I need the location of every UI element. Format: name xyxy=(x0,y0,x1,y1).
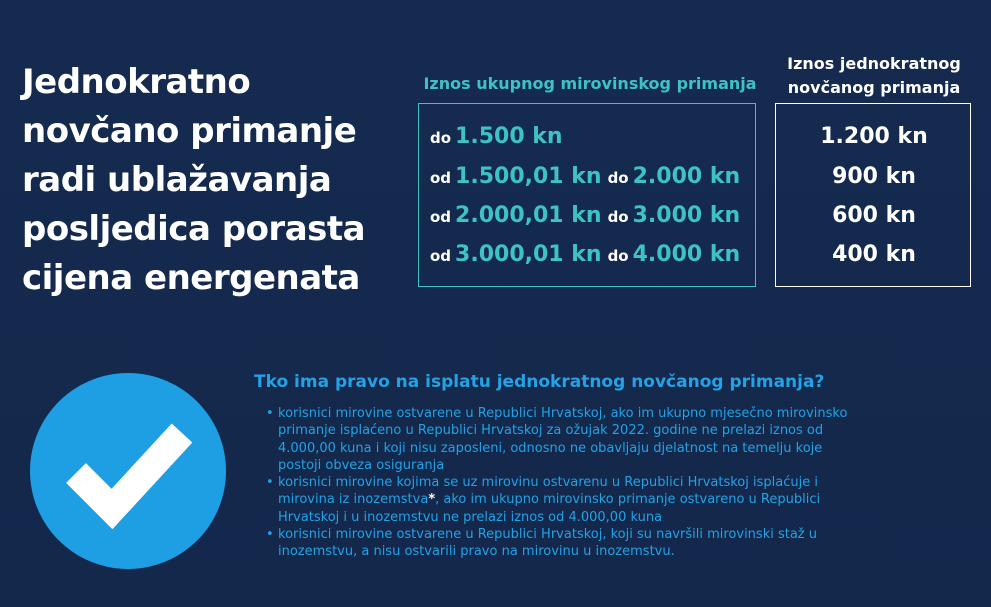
pension-range-row xyxy=(430,201,746,231)
from-word: od xyxy=(430,208,452,226)
pension-range-row xyxy=(430,162,746,192)
from-word: od xyxy=(430,247,452,265)
pension-range-row xyxy=(430,240,746,270)
header-line: novčanog primanja xyxy=(787,78,961,97)
list-item: • korisnici mirovine ostvarene u Republici Hrvatskoj, koji su navršili mirovinski staž u inozemstvu, a nisu ostvarili pravo na mirovinu u inozemstvu. xyxy=(266,526,966,561)
from-value: 3.000,01 kn xyxy=(455,242,602,267)
payment-amount: 600 kn xyxy=(832,203,916,228)
pension-range-row xyxy=(430,122,569,152)
main-title xyxy=(22,58,392,303)
to-value: 4.000 kn xyxy=(632,242,741,267)
payment-amount: 900 kn xyxy=(832,164,916,189)
title-line: cijena energenata xyxy=(22,258,360,298)
title-line: novčano primanje xyxy=(22,111,357,151)
eligibility-heading: Tko ima pravo na isplatu jednokratnog novčanog primanja? xyxy=(254,372,825,392)
payment-amount: 400 kn xyxy=(832,242,916,267)
title-line: radi ublažavanja xyxy=(22,160,332,200)
to-value: 2.000 kn xyxy=(632,164,741,189)
from-value: 1.500,01 kn xyxy=(455,164,602,189)
eligibility-list xyxy=(266,405,966,561)
payment-amount: 1.200 kn xyxy=(820,124,928,149)
header-line: Iznos jednokratnog xyxy=(787,54,961,73)
to-word: do xyxy=(430,129,452,147)
payment-amount-header xyxy=(776,52,972,100)
list-item: • korisnici mirovine ostvarene u Republici Hrvatskoj, ako im ukupno mjesečno mirovinsko primanje isplaćeno u Republici Hrvatskoj za ožujak 2022. godine ne prelazi iznos od 4.000,00 kuna i koji nisu zaposleni, odnosno ne obavljaju djelatnost na temelju koje postoji obveza osiguranja xyxy=(266,405,966,474)
to-word: do xyxy=(607,169,629,187)
checkmark-badge xyxy=(30,373,226,569)
to-word: do xyxy=(607,208,629,226)
checkmark-icon xyxy=(30,373,226,569)
to-word: do xyxy=(607,247,629,265)
from-word: od xyxy=(430,169,452,187)
list-item: • korisnici mirovine kojima se uz mirovinu ostvarenu u Republici Hrvatskoj isplaćuje i mirovina iz inozemstva*, ako im ukupno mirovinsko primanje ostvareno u Republici Hrvatskoj i u inozemstvu ne prelazi iznos od 4.000,00 kuna xyxy=(266,474,966,526)
from-value: 2.000,01 kn xyxy=(455,203,602,228)
to-value: 3.000 kn xyxy=(632,203,741,228)
to-value: 1.500 kn xyxy=(455,124,563,149)
footnote-asterisk: * xyxy=(428,492,436,508)
pension-total-header: Iznos ukupnog mirovinskog primanja xyxy=(423,74,757,93)
title-line: posljedica porasta xyxy=(22,209,366,249)
title-line: Jednokratno xyxy=(22,62,251,102)
